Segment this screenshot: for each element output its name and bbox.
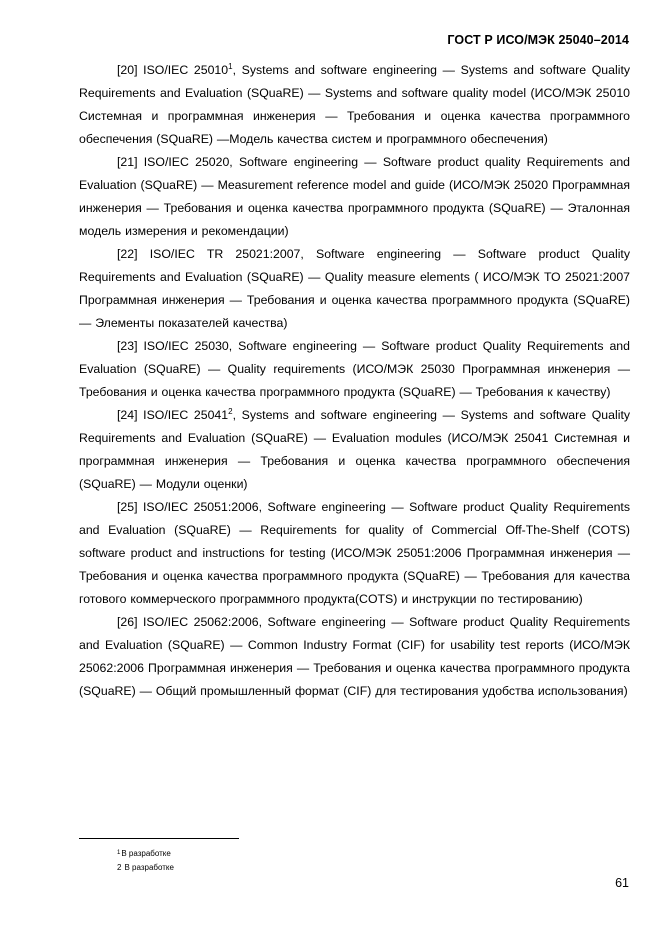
reference-text: [22] ISO/IEC TR 25021:2007, Software engineering — Software product Quality Requirements and Evaluation (SQuaRE) — Quality measure elements ( ИСО/МЭК ТО 25021:2007 Программная инженерия — Требования и оценка качества программного продукта (SQuaRE) — Элементы показателей качества) (79, 247, 630, 330)
reference-text: , Systems and software engineering — Systems and software Quality Requirements and Evaluation (SQuaRE) — Evaluation modules (ИСО/МЭК 25041 Системная и программная инженерия — Требования и оценка качества программного обеспечения (SQuaRE) — Модули оценки) (79, 408, 631, 491)
reference-21 (79, 151, 630, 243)
reference-text: , Systems and software engineering — Systems and software Quality Requirements and Evaluation (SQuaRE) — Systems and software quality model (ИСО/МЭК 25010 Системная и программная инженерия — Требования и оценка качества программного обеспечения (SQuaRE) —Модель качества систем и программного обеспечения) (79, 63, 631, 146)
reference-25 (79, 496, 630, 611)
footnote-divider (79, 838, 239, 839)
reference-text: [24] ISO/IEC 25041 (117, 408, 229, 422)
reference-text: [20] ISO/IEC 25010 (117, 63, 229, 77)
reference-text: [23] ISO/IEC 25030, Software engineering — Software product Quality Requirements and Evaluation (SQuaRE) — Quality requirements (ИСО/МЭК 25030 Программная инженерия — Требования и оценка качества программного продукта (SQuaRE) — Требования к качеству) (79, 339, 630, 399)
reference-text: [25] ISO/IEC 25051:2006, Software engineering — Software product Quality Requirements and Evaluation (SQuaRE) — Requirements for quality of Commercial Off-The-Shelf (COTS) software product and instructions for testing (ИСО/МЭК 25051:2006 Программная инженерия — Требования и оценка качества программного продукта (SQuaRE) — Требования для качества готового коммерческого программного продукта(COTS) и инструкции по тестированию) (79, 500, 630, 606)
reference-22 (79, 243, 630, 335)
reference-20 (79, 59, 630, 151)
page-number: 61 (615, 876, 629, 890)
footnote-ref: 2 (228, 407, 233, 416)
footnote-2 (117, 861, 174, 875)
reference-23 (79, 335, 630, 404)
document-header: ГОСТ Р ИСО/МЭК 25040–2014 (447, 33, 629, 47)
footnote-1 (117, 846, 174, 861)
reference-text: [21] ISO/IEC 25020, Software engineering — Software product quality Requirements and Evaluation (SQuaRE) — Measurement reference model and guide (ИСО/МЭК 25020 Программная инженерия — Требования и оценка качества программного продукта (SQuaRE) — Эталонная модель измерения и рекомендации) (79, 155, 630, 238)
footnote-ref: 1 (228, 62, 233, 71)
footnote-marker: 1 (117, 850, 121, 856)
reference-24 (79, 404, 630, 496)
reference-26 (79, 611, 630, 703)
footnotes (117, 846, 174, 875)
reference-text: [26] ISO/IEC 25062:2006, Software engineering — Software product Quality Requirements and Evaluation (SQuaRE) — Common Industry Format (CIF) for usability test reports (ИСО/МЭК 25062:2006 Программная инженерия — Требования и оценка качества программного продукта (SQuaRE) — Общий промышленный формат (CIF) для тестирования удобства использования) (79, 615, 630, 698)
footnote-text: В разработке (124, 863, 174, 872)
footnote-marker: 2 (117, 863, 122, 872)
footnote-text: В разработке (121, 849, 171, 858)
bibliography-list (79, 59, 630, 703)
